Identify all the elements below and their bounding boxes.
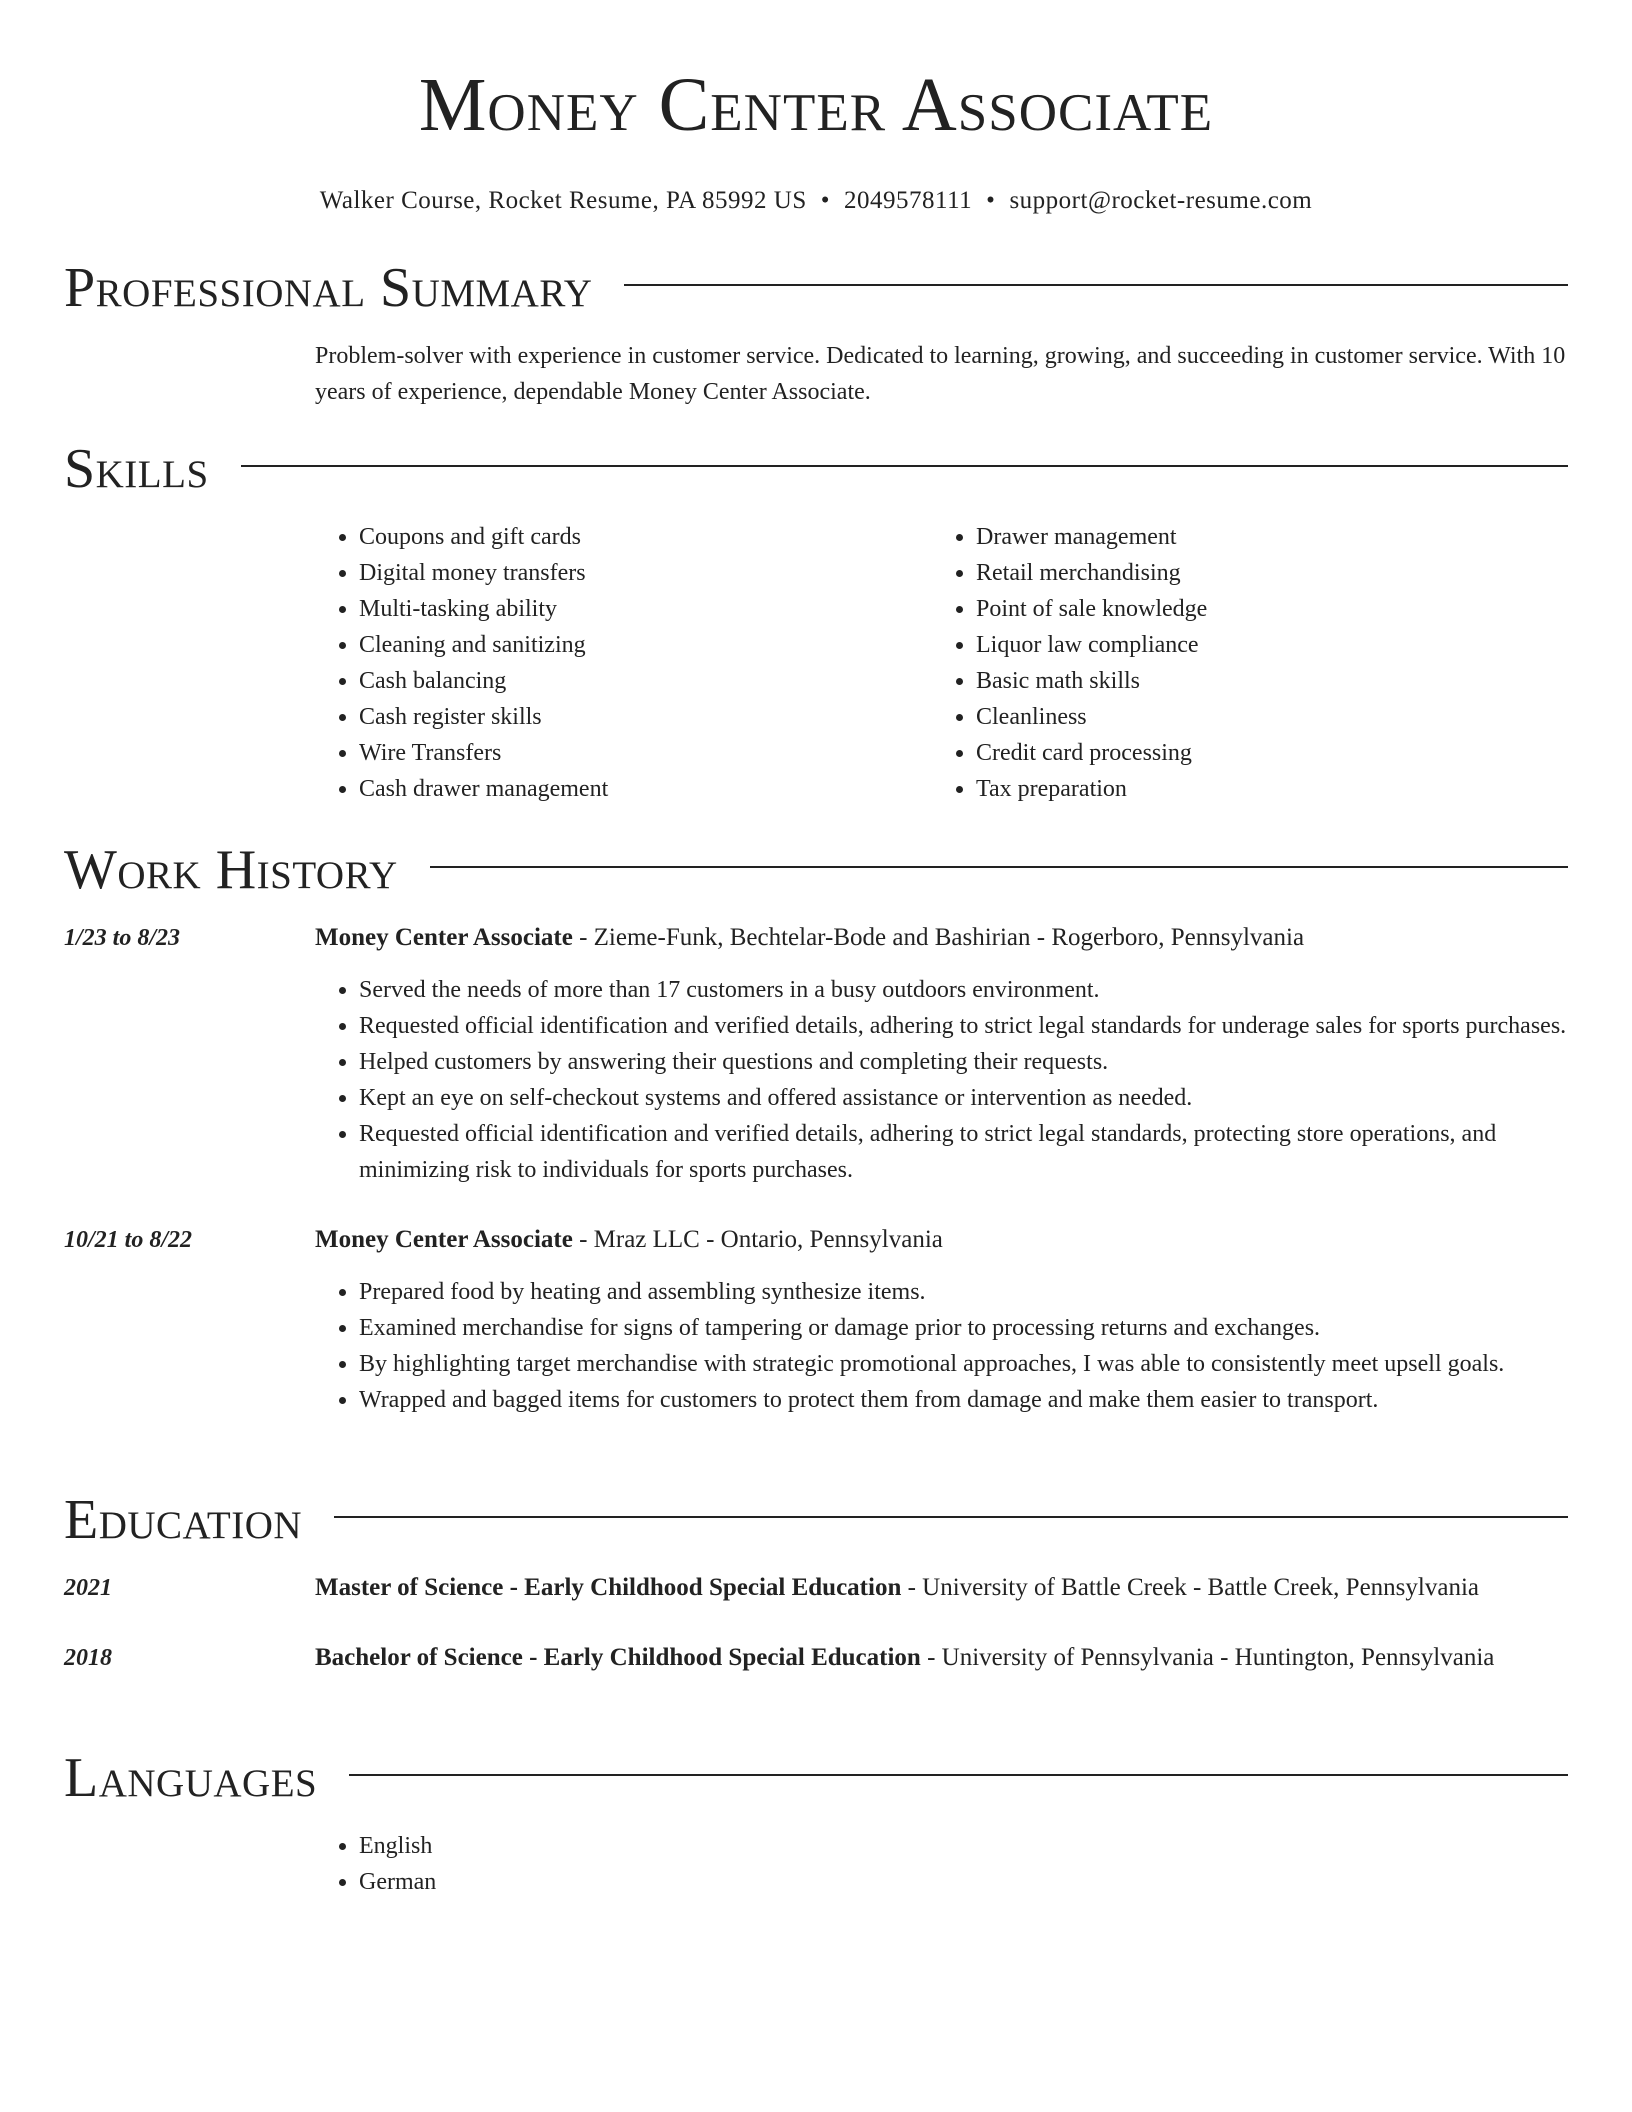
section-header	[64, 437, 1568, 501]
job-bullets	[315, 972, 1568, 1188]
contact-line	[64, 186, 1568, 216]
section-header	[64, 256, 1568, 320]
skill-item: • Wire Transfers	[359, 735, 932, 771]
education-line	[315, 1570, 1568, 1606]
job-bullet: • Served the needs of more than 17 customers in a busy outdoors environment.	[359, 972, 1568, 1008]
job-bullet: • Kept an eye on self-checkout systems and offered assistance or intervention as needed.	[359, 1080, 1568, 1116]
language-item: • German	[359, 1864, 1568, 1900]
skill-item: • Basic math skills	[976, 663, 1549, 699]
section-heading-education: Education	[64, 1489, 303, 1551]
job-bullet-list	[315, 972, 1568, 1188]
skill-item: • Cash drawer management	[359, 771, 932, 807]
education-year: 2018	[64, 1645, 112, 1671]
job-dates: 10/21 to 8/22	[64, 1227, 193, 1253]
section-divider	[241, 465, 1568, 467]
education-row	[64, 1570, 1568, 1606]
skill-item: • Credit card processing	[976, 735, 1549, 771]
skill-item: • Coupons and gift cards	[359, 519, 932, 555]
skill-item: • Tax preparation	[976, 771, 1549, 807]
skill-item: • Cash register skills	[359, 699, 932, 735]
education-row	[64, 1640, 1568, 1676]
skill-item: • Digital money transfers	[359, 555, 932, 591]
section-heading-skills: Skills	[64, 438, 209, 500]
job-employer-details: - Mraz LLC - Ontario, Pennsylvania	[572, 1226, 943, 1253]
job-bullet: • Examined merchandise for signs of tampering or damage prior to processing returns and exchanges.	[359, 1310, 1568, 1346]
education-school-details: - University of Pennsylvania - Huntington, Pennsylvania	[920, 1644, 1495, 1671]
skill-item: • Retail merchandising	[976, 555, 1549, 591]
section-divider	[334, 1516, 1568, 1518]
job-bullet: • Wrapped and bagged items for customers to protect them from damage and make them easier to transport.	[359, 1382, 1568, 1418]
skills-column-left	[315, 519, 932, 807]
languages-list	[315, 1828, 1568, 1900]
section-heading-summary: Professional Summary	[64, 257, 593, 319]
contact-separator: •	[820, 187, 831, 214]
skill-item: • Cleanliness	[976, 699, 1549, 735]
skills-list	[315, 519, 932, 807]
section-heading-languages: Languages	[64, 1747, 318, 1809]
skills-column-right	[932, 519, 1549, 807]
job-header	[64, 920, 1568, 956]
skill-item: • Cleaning and sanitizing	[359, 627, 932, 663]
education-section	[64, 1488, 1568, 1676]
section-header	[64, 1488, 1568, 1552]
skills-list	[932, 519, 1549, 807]
skill-item: • Drawer management	[976, 519, 1549, 555]
skill-item: • Cash balancing	[359, 663, 932, 699]
job-title-line	[315, 1222, 1568, 1258]
job-bullet: • By highlighting target merchandise with strategic promotional approaches, I was able to consistently meet upsell goals.	[359, 1346, 1568, 1382]
contact-separator: •	[986, 187, 996, 214]
job-role: Money Center Associate	[315, 924, 573, 951]
education-line	[315, 1640, 1568, 1676]
section-divider	[349, 1774, 1568, 1776]
education-degree: Master of Science - Early Childhood Special Education	[315, 1574, 902, 1601]
job-role: Money Center Associate	[315, 1226, 573, 1253]
skills-section	[64, 437, 1568, 807]
education-school-details: - University of Battle Creek - Battle Creek, Pennsylvania	[901, 1574, 1479, 1601]
job-bullet-list	[315, 1274, 1568, 1418]
job-bullets	[315, 1274, 1568, 1418]
section-header	[64, 838, 1568, 902]
education-year: 2021	[64, 1575, 112, 1601]
section-divider	[430, 866, 1568, 868]
section-heading-work-history: Work History	[64, 839, 398, 901]
job-entry	[64, 920, 1568, 1188]
section-divider	[624, 284, 1568, 286]
languages-content	[315, 1828, 1568, 1900]
summary-text: Problem-solver with experience in customer service. Dedicated to learning, growing, and succeeding in customer service. With 10 years of experience, dependable Money Center Associate.	[315, 343, 1566, 405]
skill-item: • Point of sale knowledge	[976, 591, 1549, 627]
job-dates: 1/23 to 8/23	[64, 925, 181, 951]
skills-grid	[315, 519, 1568, 807]
job-employer-details: - Zieme-Funk, Bechtelar-Bode and Bashirian - Rogerboro, Pennsylvania	[572, 924, 1305, 951]
resume-page	[64, 0, 1568, 1895]
job-header	[64, 1222, 1568, 1258]
job-bullet: • Helped customers by answering their questions and completing their requests.	[359, 1044, 1568, 1080]
section-header	[64, 1746, 1568, 1810]
job-title-line	[315, 920, 1568, 956]
resume-title: Money Center Associate	[418, 63, 1214, 147]
job-bullet: • Requested official identification and verified details, adhering to strict legal standards, protecting store operations, and minimizing risk to individuals for sports purchases.	[359, 1116, 1568, 1188]
education-entry	[64, 1640, 1568, 1676]
skill-item: • Liquor law compliance	[976, 627, 1549, 663]
skill-item: • Multi-tasking ability	[359, 591, 932, 627]
job-entry	[64, 1222, 1568, 1418]
work-history-section	[64, 838, 1568, 1418]
contact-address: Walker Course, Rocket Resume, PA 85992 US	[319, 187, 807, 214]
summary-section	[64, 256, 1568, 410]
contact-phone: 2049578111	[844, 187, 973, 214]
contact-email[interactable]: support@rocket-resume.com	[1009, 187, 1313, 214]
language-item: • English	[359, 1828, 1568, 1864]
languages-section	[64, 1746, 1568, 1900]
job-bullet: • Requested official identification and verified details, adhering to strict legal standards for underage sales for sports purchases.	[359, 1008, 1568, 1044]
education-entry	[64, 1570, 1568, 1606]
job-bullet: • Prepared food by heating and assembling synthesize items.	[359, 1274, 1568, 1310]
education-degree: Bachelor of Science - Early Childhood Special Education	[315, 1644, 921, 1671]
